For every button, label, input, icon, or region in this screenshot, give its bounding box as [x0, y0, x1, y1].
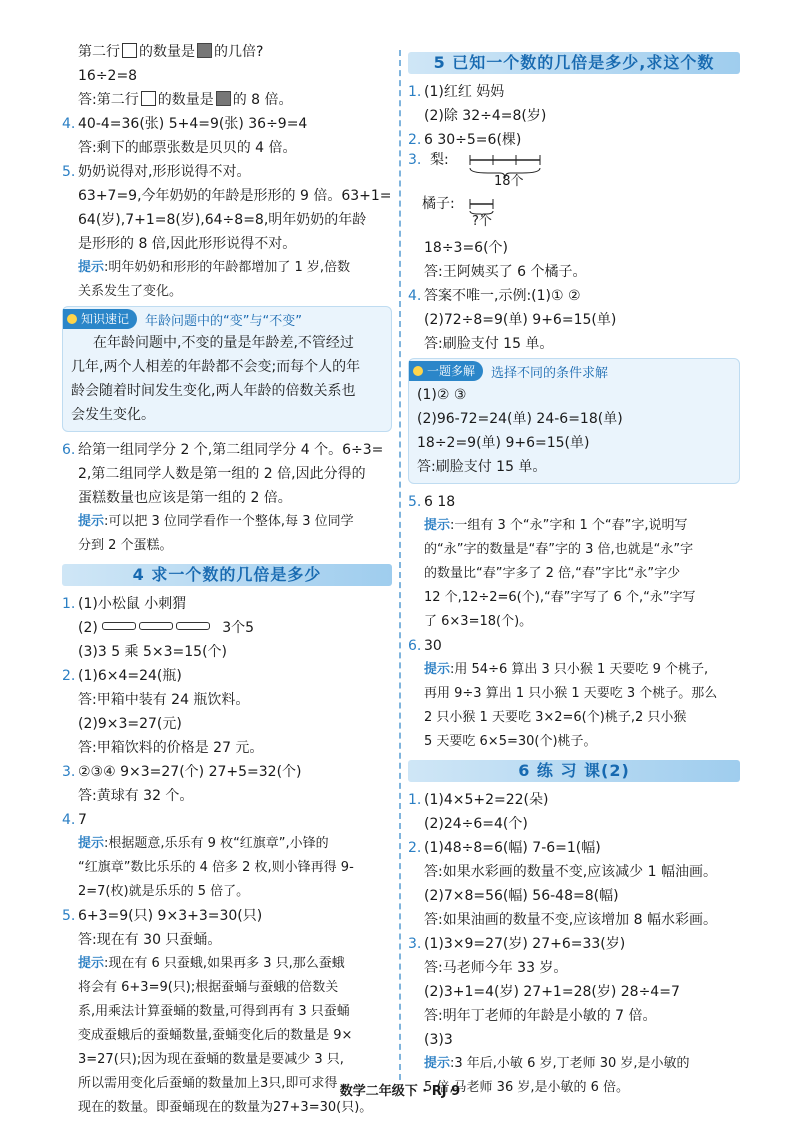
tip-line: 所以需用变化后蚕蛹的数量加上3只,即可求得: [78, 1076, 338, 1091]
tip-line: 分到 2 个蛋糕。: [78, 538, 173, 553]
line: 63+7=9,今年奶奶的年龄是形形的 9 倍。63+1=: [78, 188, 392, 204]
tip: 提示:根据题意,乐乐有 9 枚“红旗章”,小锋的: [78, 836, 329, 851]
bar-icon: [139, 622, 173, 630]
lightbulb-icon: [67, 314, 77, 324]
line: (3)3 5 乘 5×3=15(个): [78, 644, 228, 660]
s6-question-2: 2. (1)48÷8=6(幅) 7-6=1(幅): [408, 840, 601, 856]
tip-line: 再用 9÷3 算出 1 只小猴 1 天要吃 3 个桃子。那么: [424, 686, 718, 701]
tip-line: 了 6×3=18(个)。: [424, 614, 533, 629]
multi-solution-badge: 一题多解: [409, 361, 483, 381]
box-line: 会发生变化。: [71, 407, 155, 423]
answer: 答:现在有 30 只蚕蛹。: [78, 932, 222, 948]
section-6-title: 6 练 习 课(2): [408, 760, 740, 782]
box-line: 龄会随着时间发生变化,两人年龄的倍数关系也: [71, 383, 356, 399]
lightbulb-icon: [413, 366, 423, 376]
answer: 答:马老师今年 33 岁。: [424, 960, 568, 976]
tip-line: 系,用乘法计算蚕蛹的数量,可得到再有 3 只蚕蛹: [78, 1004, 350, 1019]
total-label: 18个: [494, 174, 524, 189]
tip-line: 12 个,12÷2=6(个),“春”字写了 6 个,“永”字写: [424, 590, 696, 605]
knowledge-box: [62, 306, 392, 432]
box-title: 选择不同的条件求解: [491, 365, 609, 381]
line: (2)72÷8=9(单) 9+6=15(单): [424, 312, 617, 328]
square-outline-icon: [122, 43, 137, 58]
line: (2)24÷6=4(个): [424, 816, 528, 832]
r-question-5: 5. 6 18: [408, 494, 456, 510]
answer: 答:剩下的邮票张数是贝贝的 4 倍。: [78, 140, 297, 156]
square-filled-icon: [197, 43, 212, 58]
line: 18÷3=6(个): [424, 240, 509, 256]
tip: 提示:明年奶奶和形形的年龄都增加了 1 岁,倍数: [78, 260, 351, 275]
line: 2,第二组同学人数是第一组的 2 倍,因此分得的: [78, 466, 366, 482]
s4-question-2: 2. (1)6×4=24(瓶): [62, 668, 182, 684]
multi-solution-box: [408, 358, 740, 484]
box-line: (1)② ③: [417, 387, 467, 403]
line: (2)7×8=56(幅) 56-48=8(幅): [424, 888, 619, 904]
square-filled-icon: [216, 91, 231, 106]
bar-icon: [102, 622, 136, 630]
tip: 提示:现在有 6 只蚕蛾,如果再多 3 只,那么蚕蛾: [78, 956, 345, 971]
tip-line: 3=27(只);因为现在蚕蛹的数量是要减少 3 只,: [78, 1052, 344, 1067]
line: 是形形的 8 倍,因此形形说得不对。: [78, 236, 297, 252]
question-4: 4. 40-4=36(张) 5+4=9(张) 36÷9=4: [62, 116, 308, 132]
line: (3)3: [424, 1032, 453, 1048]
answer: 答:如果水彩画的数量不变,应该减少 1 幅油画。: [424, 864, 717, 880]
s4-question-1: 1. (1)小松鼠 小刺猬: [62, 596, 187, 612]
left-column: [62, 40, 392, 1120]
square-outline-icon: [141, 91, 156, 106]
line: (2) 3个5: [78, 620, 255, 636]
box-line: 在年龄问题中,不变的量是年龄差,不管经过: [93, 335, 354, 351]
answer: 答:刷脸支付 15 单。: [424, 336, 554, 352]
line: 第二行 的数量是 的几倍?: [78, 44, 264, 60]
tip-line: 将会有 6+3=9(只);根据蚕蛹与蚕蛾的倍数关: [78, 980, 339, 995]
tip-line: 关系发生了变化。: [78, 284, 183, 299]
column-divider: [399, 50, 401, 1080]
box-line: 答:刷脸支付 15 单。: [417, 459, 547, 475]
question-6: 6. 给第一组同学分 2 个,第二组同学分 4 个。6÷3=: [62, 442, 384, 458]
pear-label: 梨:: [430, 152, 449, 168]
line: (2)3+1=4(岁) 27+1=28(岁) 28÷4=7: [424, 984, 680, 1000]
r-question-1: 1. (1)红红 妈妈: [408, 84, 505, 100]
line-segment-diagram: [408, 152, 740, 229]
s6-question-1: 1. (1)4×5+2=22(朵): [408, 792, 549, 808]
line: 蛋糕数量也应该是第一组的 2 倍。: [78, 490, 292, 506]
knowledge-badge: 知识速记: [63, 309, 137, 329]
tip: 提示:3 年后,小敏 6 岁,丁老师 30 岁,是小敏的: [424, 1056, 690, 1071]
r-question-2: 2. 6 30÷5=6(棵): [408, 132, 522, 148]
answer: 答:明年丁老师的年龄是小敏的 7 倍。: [424, 1008, 657, 1024]
line: 16÷2=8: [78, 68, 138, 84]
page-footer: 数学二年级下 · RJ 9: [339, 1084, 461, 1099]
tip-line: 的数量比“春”字多了 2 倍,“春”字比“永”字少: [424, 566, 681, 581]
line: (2)9×3=27(元): [78, 716, 182, 732]
tip: 提示:一组有 3 个“永”字和 1 个“春”字,说明写: [424, 518, 688, 533]
tip: 提示:可以把 3 位同学看作一个整体,每 3 位同学: [78, 514, 354, 529]
tip-line: 现在的数量。即蚕蛹现在的数量为27+3=30(只)。: [78, 1100, 373, 1115]
line: 答:第二行 的数量是 的 8 倍。: [78, 92, 293, 108]
section-5-title: 5 已知一个数的几倍是多少,求这个数: [408, 52, 740, 74]
unknown-label: ?个: [472, 214, 492, 229]
box-line: 几年,两个人相差的年龄都不会变;而每个人的年: [71, 359, 361, 375]
tip-line: 5 倍,马老师 36 岁,是小敏的 6 倍。: [424, 1080, 630, 1095]
box-header: [409, 359, 731, 383]
box-line: (2)96-72=24(单) 24-6=18(单): [417, 411, 623, 427]
bar-icon: [176, 622, 210, 630]
line: 64(岁),7+1=8(岁),64÷8=8,明年奶奶的年龄: [78, 212, 367, 228]
box-title: 年龄问题中的“变”与“不变”: [145, 313, 302, 329]
answer: 答:黄球有 32 个。: [78, 788, 194, 804]
answer: 答:甲箱中装有 24 瓶饮料。: [78, 692, 250, 708]
answer: 答:如果油画的数量不变,应该增加 8 幅水彩画。: [424, 912, 717, 928]
answer: 答:王阿姨买了 6 个橘子。: [424, 264, 587, 280]
tip-line: 2=7(枚)就是乐乐的 5 倍了。: [78, 884, 250, 899]
tip-line: “红旗章”数比乐乐的 4 倍多 2 枚,则小锋再得 9-: [78, 860, 354, 875]
s4-question-4: 4. 7: [62, 812, 87, 828]
box-line: 18÷2=9(单) 9+6=15(单): [417, 435, 590, 451]
tip: 提示:用 54÷6 算出 3 只小猴 1 天要吃 9 个桃子,: [424, 662, 709, 677]
s6-question-3: 3. (1)3×9=27(岁) 27+6=33(岁): [408, 936, 626, 952]
r-question-6: 6. 30: [408, 638, 442, 654]
orange-label: 橘子:: [422, 196, 455, 212]
s4-question-3: 3. ②③④ 9×3=27(个) 27+5=32(个): [62, 764, 302, 780]
tip-line: 的“永”字的数量是“春”字的 3 倍,也就是“永”字: [424, 542, 694, 557]
box-header: [63, 307, 383, 331]
tip-line: 2 只小猴 1 天要吃 3×2=6(个)桃子,2 只小猴: [424, 710, 687, 725]
r-question-4: 4. 答案不唯一,示例:(1)① ②: [408, 288, 581, 304]
tip-line: 5 天要吃 6×5=30(个)桃子。: [424, 734, 597, 749]
tip-line: 变成蚕蛾后的蚕蛹数量,蚕蛹变化后的数量是 9×: [78, 1028, 353, 1043]
right-column: [408, 40, 740, 1100]
s4-question-5: 5. 6+3=9(只) 9×3+3=30(只): [62, 908, 263, 924]
line: (2)除 32÷4=8(岁): [424, 108, 547, 124]
question-5: 5. 奶奶说得对,形形说得不对。: [62, 164, 251, 180]
r-question-3: 3.: [408, 152, 422, 168]
answer: 答:甲箱饮料的价格是 27 元。: [78, 740, 264, 756]
section-4-title: 4 求一个数的几倍是多少: [62, 564, 392, 586]
